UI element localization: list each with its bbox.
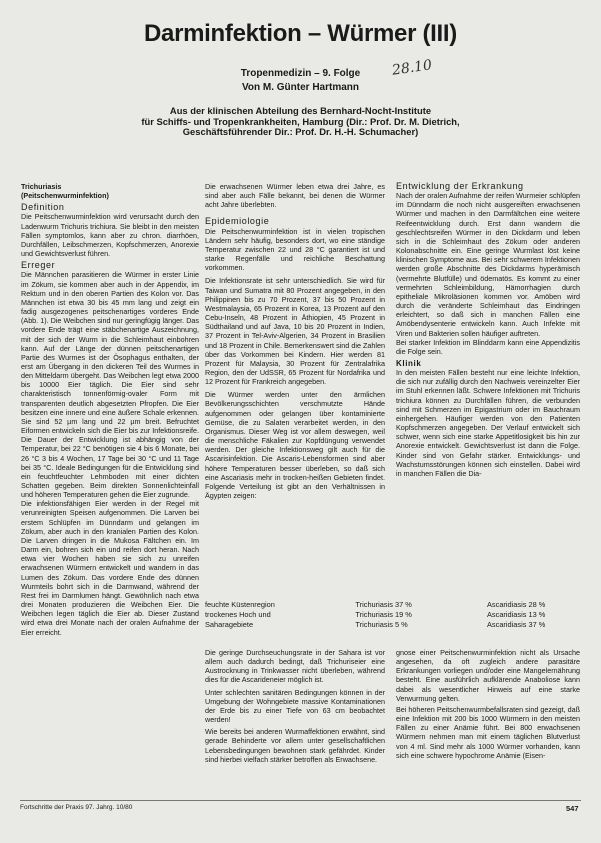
- section-heading: Trichuriasis: [21, 182, 62, 191]
- table-cell-region: feuchte Küstenregion: [205, 600, 275, 609]
- column-3-lower: [396, 648, 580, 760]
- section-subheading: (Peitschenwurminfektion): [21, 191, 109, 201]
- handwritten-note: 28.10: [391, 57, 434, 79]
- article-title: Darminfektion – Würmer (III): [144, 20, 457, 47]
- author-line: Von M. Günter Hartmann: [241, 82, 360, 93]
- institute-line: für Schiffs- und Tropenkrankheiten, Hamburg (Dir.: Prof. Dr. M. Dietrich,: [141, 115, 460, 127]
- clinic-text: In den meisten Fällen besteht nur eine leichte Infektion, die sich nur zufällig durch den Nachweis vereinzelter Eier im Stuhl erkennen läßt. Schwere Infektionen mit Trichuris trichiura können zu Durchfällen führen, die verbunden sind mit Schmerzen im Epigastrium oder im Bauchraum einhergehen. Häufiger werden von den Patienten Kopfschmerzen angegeben. Der Verlauf entwickelt sich schwer, wenn sich eine starke Appetitlosigkeit bis hin zur Anorexie entwickelt. Gewichtsverlust ist dann die Folge. Kinder sind von Gefahr stärker. Entwicklungs- und Wachstumsstörungen können sich einstellen. Dabei wird in manchen Fällen die Dia-: [396, 368, 580, 478]
- institute-block: [0, 106, 601, 138]
- text-paragraph: Bei höheren Peitschenwurmbefallsraten sind gezeigt, daß eine Infektion mit 200 bis 1000 Würmern in den meisten Fällen zu einer Anämie führt. Bei 800 erwachsenen Würmern nehmen man mit einem täglichen Blutverlust von 4 ml. Sind mehr als 1000 Würmer vorhanden, kann sich eine schwere hypochrome Anämie (Eisen-: [396, 704, 580, 760]
- development-heading: Entwicklung der Erkrankung: [396, 181, 524, 191]
- column-2: [205, 182, 385, 500]
- text-paragraph: Unter schlechten sanitären Bedingungen können in der Umgebung der Wohngebiete massive Kontaminationen der Erde bis zu einer Tiefe von 63 cm beobachtet werden!: [205, 687, 385, 725]
- column-3: [396, 182, 580, 478]
- epidemiology-heading: Epidemiologie: [205, 216, 270, 227]
- column-1: [21, 182, 199, 637]
- table-cell-ascaridiasis: Ascaridiasis 13 %: [487, 610, 546, 619]
- series-subtitle: Tropenmedizin – 9. Folge: [240, 68, 361, 79]
- pathogen-heading: Erreger: [21, 260, 56, 271]
- pathogen-text-2: Die infektionsfähigen Eier werden in der Regel mit verunreinigten Speisen aufgenommen. Die Larven bei erstem Schlüpfen im Dünndarm und gelangen im Zökum, aber auch in den kranialen Partien des Kolon. Die Larven dringen in die Mukosa Fältchen ein. Im Darm ein, bohren sich ein und reifen dort heran. Nach etwa vier Wochen haben sie sich zu unreifen erwachsenen Würmern entwickelt und wandern in das Lumen des Zökum. Das vordere Ende des dünnen Wurmteils bohrt sich in die Darmwand, während der Rest frei im Darmlumen hängt. Gewöhnlich nach etwa drei Monaten produzieren die Weibchen Eier. Die Weibchen legen täglich die Eier ab. Dieser Zustand wird etwa drei Monate nach der oralen Aufnahme der Eier erreicht.: [21, 499, 199, 637]
- epidemiology-text: Die Peitschenwurminfektion ist in vielen tropischen Ländern sehr häufig, besonders dort, wo eine ständige Temperatur zwischen 22 und 28 °C garantiert ist und starke Regenfälle und reichliche Beschattung vorkommen.: [205, 226, 385, 273]
- development-text: Nach der oralen Aufnahme der reifen Wurmeier schlüpfen im Dünndarm die noch nicht ausgereiften erwachsenen Würmer und machen in den Darmfältchen eine weitere Reifeentwicklung durch. Erst dann wandern die geschlechtsreifen Würmer in den Dickdarm und leben sich in die Schleimhaut des Zökum oder anderen Kolonabschnitte ein. Eine geringe Wurmlast löst keine klinischen Symptome aus. Bei sehr schwerem Infektionen werden große Abschnitte des Dickdarms hyperämisch (vermehrte Blutfülle) und ödematös. Es kommt zu einer vermehrten Schleimbildung, Hämorrhagien durch epitheliale Mikroläsionen kommen vor. Amöben wird durch die veränderte Schleimhaut das Eindringen erleichtert, so daß sich in manchen Fällen eine Amöbendysenterie entwickeln kann. Auch Infekte mit Viren und Bakterien sollen häufiger auftreten.: [396, 191, 580, 338]
- definition-heading: Definition: [21, 202, 65, 213]
- text-paragraph: gnose einer Peitschenwurminfektion nicht als Ursache angesehen, da oft zugleich andere parasitäre Erkrankungen vorliegen und/oder eine Mangelernährung besteht. Eine ausführlich aufklärende Anaboliose kann dabei als wesentlicher Hinweis auf eine starke Verwurmung gelten.: [396, 648, 580, 703]
- page-number: 547: [566, 804, 579, 813]
- table-cell-trichuriasis: Trichuriasis 37 %: [355, 600, 412, 609]
- table-cell-region: Saharagebiete: [205, 620, 254, 629]
- table-row: [205, 600, 581, 610]
- footer-divider: [20, 800, 581, 801]
- journal-citation: Fortschritte der Praxis 97. Jahrg. 10/80: [20, 804, 133, 811]
- institute-line: Geschäftsführender Dir.: Prof. Dr. H.-H. Schumacher): [182, 126, 419, 137]
- institute-line: Aus der klinischen Abteilung des Bernhard-Nocht-Institute: [169, 105, 432, 116]
- column-2-lower: [205, 648, 385, 764]
- lifespan-text: Die erwachsenen Würmer leben etwa drei Jahre, es sind aber auch Fälle bekannt, bei denen die Würmer acht Jahre überlebten.: [205, 182, 385, 210]
- text-paragraph: Die geringe Durchseuchungsrate in der Sahara ist vor allem auch dadurch bedingt, daß Trichuriseier eine Austrocknung in Trinkwasser nicht überleben, während dies für die Ascarideneier möglich ist.: [205, 648, 385, 685]
- table-cell-trichuriasis: Trichuriasis 19 %: [355, 610, 412, 619]
- pathogen-text: Die Männchen parasitieren die Würmer in erster Linie im Zökum, sie kommen aber auch in der Appendix, im Rektum und in den oberen Partien des Kolon vor. Das Männchen ist etwa 30 bis 45 mm lang und zeigt ein fadig ausgezogenes peitschenartiges vorderes Ende (Abb. 1). Die Weibchen sind nur geringfügig länger. Das vordere Ende trägt eine stäbchenartige Auszeichnung, mit der sich der Wurm in die Schleimhaut einbohren kann. Auf der Länge der dünnen peitschenartigen Partie des Wurmes ist der Ösophagus enthalten, der erst am Übergang in den dickeren Teil des Wurmes in den Mitteldarm übergeht. Das Weibchen legt etwa 2000 bis 10000 Eier täglich. Die Eier sind sehr charakteristisch tonnenförmig-ovaler Form mit transparenten deutlich abgesetzten Pfropfen. Die Eier besitzen eine innere und eine äußere Schale erkennen. Sie sind 52 µm lang und 22 µm breit. Befruchtet Eiformen entwickeln sich die Eier bis zur Infektionsreife. Die Dauer der Entwicklung ist abhängig von der Temperatur, bei 22 °C benötigen sie 4 bis 6 Monate, bei 26 °C 3 bis 4 Wochen, 17 Tage bei 30 °C und 11 Tage bei 35 °C. Ideale Bedingungen für die Entwicklung sind ein feuchtfeuchter Lehmboden mit einer dichten Schatten gegeben. Beim direkten Sonnenlichteinfall und höheren Temperaturen gehen die Eier zugrunde.: [21, 270, 199, 500]
- clinic-heading: Klinik: [396, 358, 422, 368]
- table-row: [205, 620, 581, 630]
- definition-text: Die Peitschenwurminfektion wird verursacht durch den Ladenwurm Trichuris trichiura. Sie bleibt in den meisten Fällen symptomlos, kann aber zu chron. diarrhöen, Durchfällen, Leibschmerzen, Kopfschmerzen, Anorexie und Gewichtsverlust führen.: [21, 212, 199, 259]
- epidemiology-text-2: Die Infektionsrate ist sehr unterschiedlich. Sie wird für Taiwan und Sumatra mit 80 Prozent angegeben, in den Philippinen bis zu 70 Prozent, 37 bis 50 Prozent in Westmalaysia, 65 Prozent in Korea, 13 Prozent auf den Cebu-Inseln, 48 Prozent in Äthiopien, 45 Prozent in Südthailand und auf Java, 10 bis 20 Prozent in Indien, 37 Prozent in Tel-Aviv-Algerien, 34 Prozent in Brasilien und 18 Prozent in Chile. Bemerkenswert sind die Zahlen über das Vorkommen bei Kindern. Hier werden 81 Prozent für Malaysia, 30 Prozent für Zentralafrika Region, den der UdSSR, 65 Prozent für Nordafrika und 12 Prozent für Frankreich angegeben.: [205, 276, 385, 387]
- table-cell-region: trockenes Hoch und: [205, 610, 271, 619]
- epidemiology-text-3: Die Würmer werden unter den ärmlichen Bevölkerungsschichten verschmutzte Hände aufgenommen oder gelangen über kontaminierte Gemüse, die zu Salaten verarbeitet werden, in den Organismus. Dieser Weg ist vor allem deswegen, weil die menschliche Fäkalien zur Kopfdüngung verwendet werden. Der gleiche Infektionsweg gilt auch für die Ascarisinfektion. Die Ascaris-Lebensformen sind aber höhere Temperaturen besser überleben, so daß sich eine Ascariasis mehr in trocken-heißen Gebieten findet. Folgende Verteilung ist gibt an den Verhältnissen in Ägypten zeigen:: [205, 390, 385, 500]
- table-cell-trichuriasis: Trichuriasis 5 %: [355, 620, 408, 629]
- table-cell-ascaridiasis: Ascaridiasis 37 %: [487, 620, 546, 629]
- text-paragraph: Wie bereits bei anderen Wurmaffektionen erwähnt, sind gerade Behinderte vor allem unter gesellschaftlichen Lebensbedingungen bewohnen stark gefährdet. Kinder sind hierbei vielfach stärker betroffen als Erwachsene.: [205, 727, 385, 764]
- infection-rates-table: [205, 600, 581, 630]
- development-text-2: Bei starker Infektion im Blinddarm kann eine Appendizitis die Folge sein.: [396, 337, 580, 356]
- table-cell-ascaridiasis: Ascaridiasis 28 %: [487, 600, 546, 609]
- table-row: [205, 610, 581, 620]
